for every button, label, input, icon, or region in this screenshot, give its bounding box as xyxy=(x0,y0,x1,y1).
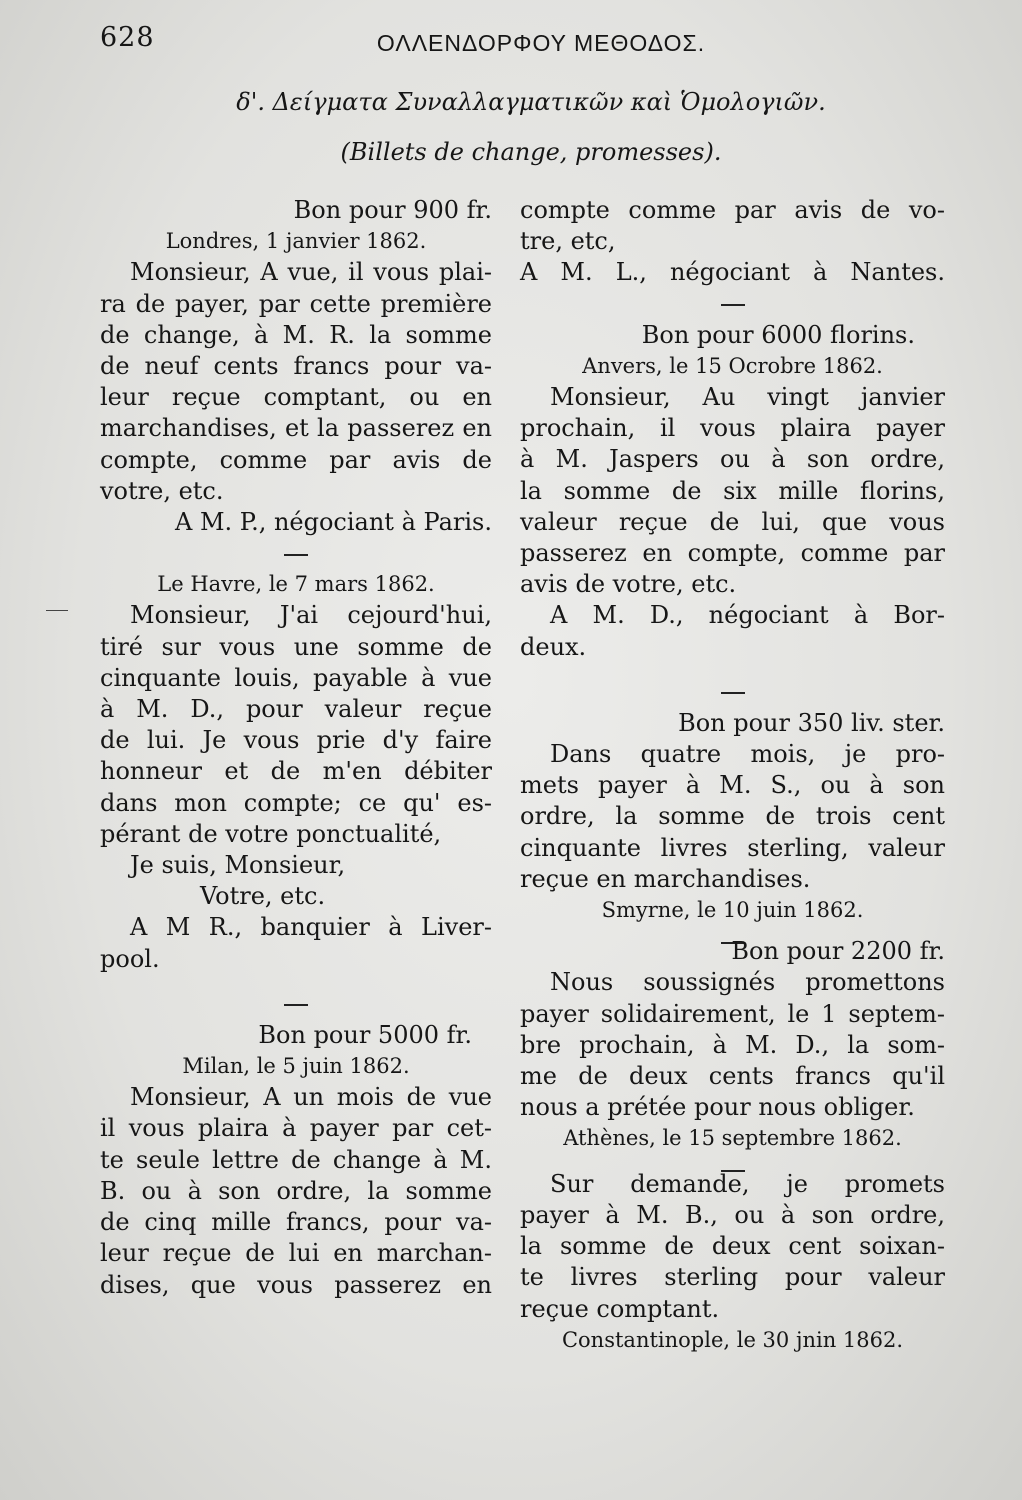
bill-text-line: Nous soussignés promettons xyxy=(550,968,945,997)
section-heading: δ'. Δείγματα Συναλλαγματικῶν καὶ Ὁμολογιῶν. xyxy=(236,88,826,116)
bill-place-date: Le Havre, le 7 mars 1862. xyxy=(157,572,435,597)
left-column xyxy=(100,195,492,1301)
bill-amount: Bon pour 900 fr. xyxy=(293,196,492,224)
separator-dash xyxy=(520,1155,945,1169)
bill-text-line: de change, à M. R. la somme xyxy=(100,320,492,349)
bill-text-line: Monsieur, Au vingt janvier xyxy=(550,383,945,412)
bill-text-line: Monsieur, A vue, il vous plai- xyxy=(130,258,492,287)
bill-6 xyxy=(520,936,945,1154)
bill-place-date: Milan, le 5 juin 1862. xyxy=(182,1054,410,1079)
bill-signature: A M. D., négociant à Bor- xyxy=(550,601,945,630)
bill-text-line: de neuf cents francs pour va- xyxy=(100,352,492,381)
bill-text-line: te livres sterling pour valeur xyxy=(520,1263,945,1292)
bill-text-line: prochain, il vous plaira payer xyxy=(520,414,945,443)
bill-text-line: cinquante louis, payable à vue xyxy=(100,663,492,692)
bill-text-line: Monsieur, A un mois de vue xyxy=(130,1083,492,1112)
bill-5 xyxy=(520,708,945,926)
bill-4 xyxy=(520,320,945,663)
bill-signature: A M R., banquier à Liver- xyxy=(130,913,492,942)
bill-text-line: passerez en compte, comme par xyxy=(520,539,945,568)
bill-text-line: payer à M. B., ou à son ordre, xyxy=(520,1200,945,1229)
bill-3 xyxy=(100,1020,492,1301)
bill-signature: deux. xyxy=(520,632,587,661)
bill-text-line: dans mon compte; ce qu' es- xyxy=(100,788,492,817)
separator-dash xyxy=(520,926,945,936)
separator-dash xyxy=(520,677,945,708)
running-head: ΟΛΛΕΝΔΟΡΦΟΥ ΜΕΘΟΔΟΣ. xyxy=(376,30,706,56)
bill-text-line: Sur demande, je promets xyxy=(550,1169,945,1198)
bill-place-date: Anvers, le 15 Ocrobre 1862. xyxy=(582,353,883,378)
section-subheading: (Billets de change, promesses). xyxy=(340,138,722,166)
bill-text-line: leur reçue comptant, ou en xyxy=(100,383,492,412)
bill-amount: Bon pour 5000 fr. xyxy=(258,1020,472,1049)
bill-text-line: dises, que vous passerez en xyxy=(100,1270,492,1299)
bill-1 xyxy=(100,195,492,538)
bill-closing: Votre, etc. xyxy=(200,882,326,911)
bill-text-line: reçue comptant. xyxy=(520,1294,720,1323)
bill-amount: Bon pour 6000 florins. xyxy=(641,320,915,349)
bill-text-line: valeur reçue de lui, que vous xyxy=(520,507,945,536)
margin-mark xyxy=(46,610,68,611)
bill-text-line: te seule lettre de change à M. xyxy=(100,1145,492,1174)
page-number: 628 xyxy=(100,22,155,53)
separator-dash xyxy=(100,989,492,1020)
bill-text-line: compte, comme par avis de xyxy=(100,445,492,474)
bill-text-line: à M. D., pour valeur reçue xyxy=(100,695,492,724)
bill-place-date: Constantinople, le 30 jnin 1862. xyxy=(561,1327,904,1352)
bill-text-line: avis de votre, etc. xyxy=(520,570,737,599)
bill-place-date: Smyrne, le 10 juin 1862. xyxy=(601,898,864,923)
bill-text-line: Dans quatre mois, je pro- xyxy=(550,740,945,769)
bill-text-line: de cinq mille francs, pour va- xyxy=(100,1208,492,1237)
bill-signature: pool. xyxy=(100,944,160,973)
bill-text-line: de lui. Je vous prie d'y faire xyxy=(100,726,492,755)
bill-1-continued xyxy=(520,195,945,289)
bill-text-line: cinquante livres sterling, valeur xyxy=(520,833,945,862)
separator-dash xyxy=(520,289,945,320)
bill-place-date: Athènes, le 15 septembre 1862. xyxy=(563,1126,902,1151)
bill-text-line: la somme de six mille florins, xyxy=(520,476,945,505)
bill-text-line: leur reçue de lui en marchan- xyxy=(100,1239,492,1268)
bill-addressee: A M. P., négociant à Paris. xyxy=(174,508,492,537)
bill-text-line: nous a prétée pour nous obliger. xyxy=(520,1093,915,1122)
bill-text-line: tiré sur vous une somme de xyxy=(100,632,492,661)
bill-place-date: Londres, 1 janvier 1862. xyxy=(165,229,427,254)
bill-text-line: compte comme par avis de vo- xyxy=(520,196,945,224)
bill-text-line: à M. Jaspers ou à son ordre, xyxy=(520,445,945,474)
bill-text-line: pérant de votre ponctualité, xyxy=(100,819,442,848)
bill-closing: Je suis, Monsieur, xyxy=(130,851,346,880)
bill-text-line: ra de payer, par cette première xyxy=(100,289,492,318)
bill-text-line: la somme de deux cent soixan- xyxy=(520,1232,945,1261)
bill-amount: Bon pour 2200 fr. xyxy=(731,937,945,966)
bill-text-line: bre prochain, à M. D., la som- xyxy=(520,1030,945,1059)
bill-text-line: honneur et de m'en débiter xyxy=(100,757,492,786)
bill-2 xyxy=(100,569,492,975)
bill-text-line: payer solidairement, le 1 septem- xyxy=(520,999,945,1028)
bill-text-line: me de deux cents francs qu'il xyxy=(520,1062,945,1091)
separator-dash xyxy=(100,538,492,569)
bill-text-line: mets payer à M. S., ou à son xyxy=(520,771,945,800)
bill-text-line: tre, etc, xyxy=(520,227,616,256)
bill-text-line: ordre, la somme de trois cent xyxy=(520,802,945,831)
bill-addressee: A M. L., négociant à Nantes. xyxy=(520,258,945,287)
bill-7 xyxy=(520,1169,945,1356)
bill-text-line: Monsieur, J'ai cejourd'hui, xyxy=(130,601,492,630)
bill-text-line: reçue en marchandises. xyxy=(520,864,811,893)
bill-text-line: votre, etc. xyxy=(100,476,224,505)
bill-text-line: marchandises, et la passerez en xyxy=(100,414,492,443)
bill-amount: Bon pour 350 liv. ster. xyxy=(678,708,945,737)
right-column xyxy=(520,195,945,1356)
bill-text-line: B. ou à son ordre, la somme xyxy=(100,1176,492,1205)
bill-text-line: il vous plaira à payer par cet- xyxy=(100,1114,492,1143)
